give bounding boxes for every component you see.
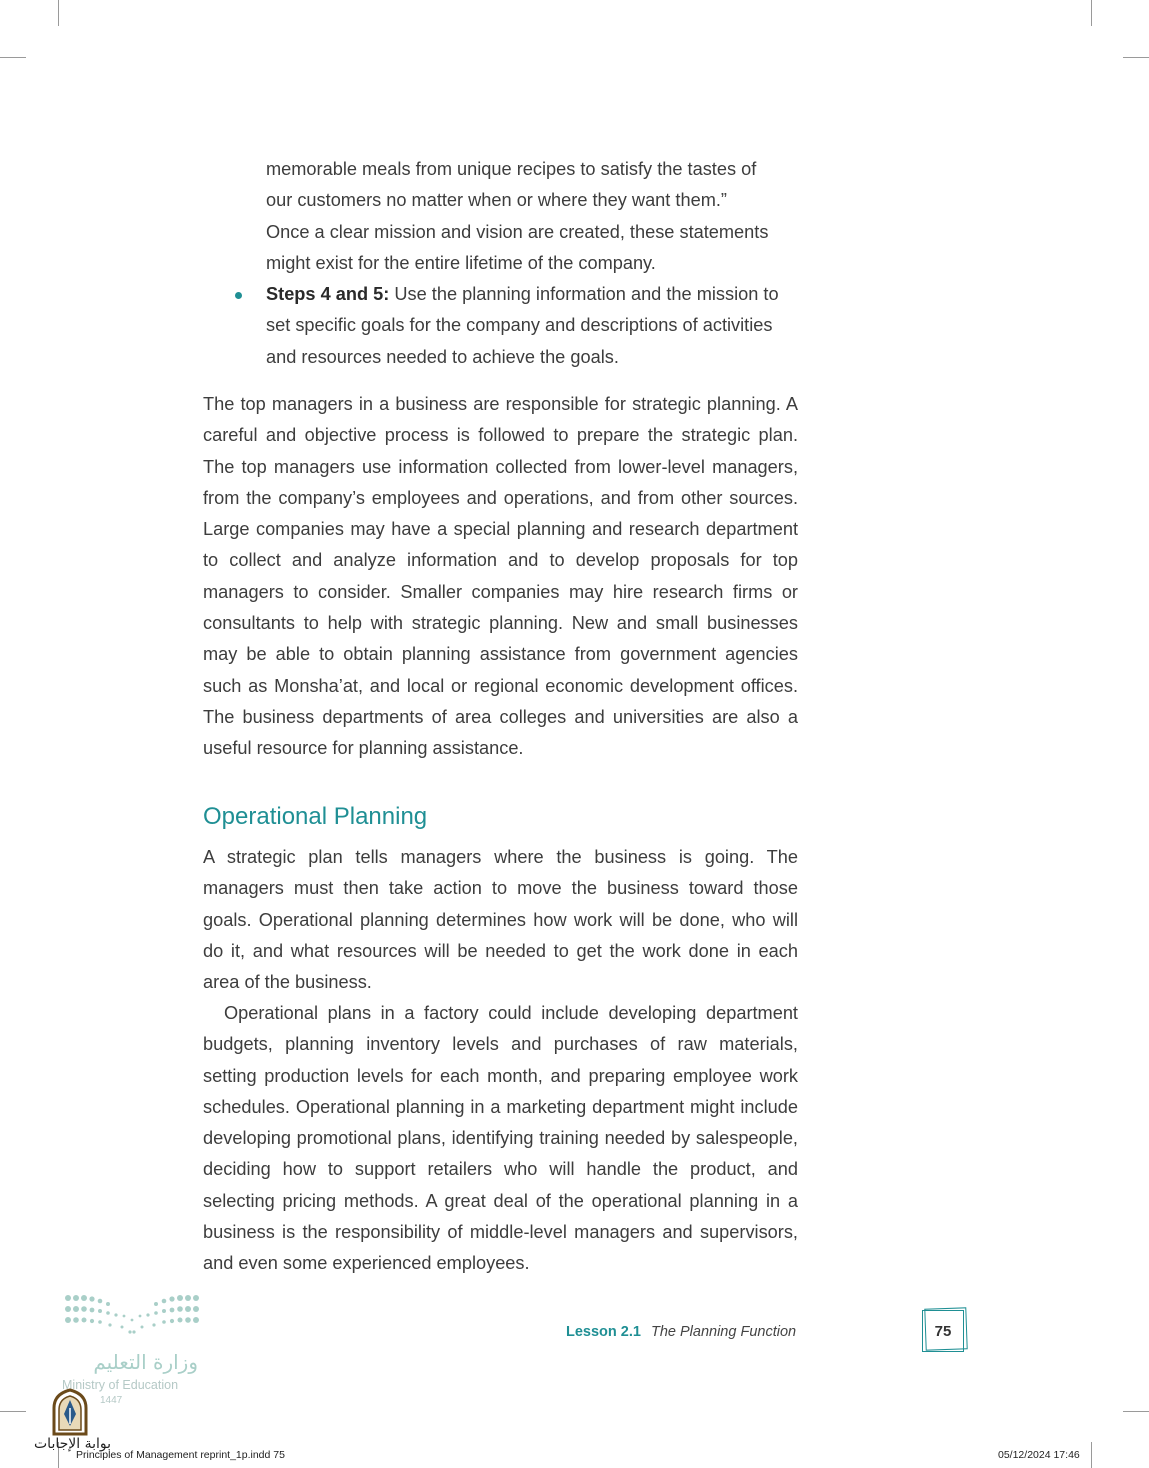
bullet-label: Steps 4 and 5: xyxy=(266,284,390,304)
crop-mark xyxy=(1123,1411,1149,1412)
lesson-title: The Planning Function xyxy=(650,1324,797,1340)
slug-date: 05/12/2024 17:46 xyxy=(998,1449,1080,1461)
ministry-year: 1447 xyxy=(100,1395,123,1406)
bullet-continuation xyxy=(266,154,796,279)
strategic-planning-paragraph: The top managers in a business are responsible for strategic planning. A careful and objective process is followed to prepare the strategic plan. The top managers use information collected from lower-level managers, from the company’s employees and operations, and from other sources. Large companies may have a special planning and research department to collect and analyze information and to develop proposals for top managers to consider. Smaller companies may hire research firms or consultants to help with strategic planning. New and small businesses may be able to obtain planning assistance from government agencies such as Monsha’at, and local or regional economic development offices. The business departments of area colleges and universities are also a useful resource for planning assistance. xyxy=(203,394,798,759)
crop-mark xyxy=(58,0,59,26)
text-line: memorable meals from unique recipes to satisfy the tastes of xyxy=(266,159,757,179)
crop-mark xyxy=(0,57,26,58)
section-heading: Operational Planning xyxy=(203,803,428,830)
operational-paragraph-2: Operational plans in a factory could include developing department budgets, planning inventory levels and purchases of raw materials, setting production levels for each month, and preparing employee work schedules. Operational planning in a marketing department might include developing promotional plans, identifying training needed by salespeople, deciding how to support retailers who will handle the product, and selecting pricing methods. A great deal of the operational planning in a business is the responsibility of middle-level managers and supervisors, and even some experienced employees. xyxy=(203,1003,798,1274)
text-line: might exist for the entire lifetime of the company. xyxy=(266,252,656,273)
text-line: our customers no matter when or where they want them.” xyxy=(266,190,727,211)
ministry-logo-icon xyxy=(64,1292,200,1336)
crop-mark xyxy=(1123,57,1149,58)
text-line: Once a clear mission and vision are created, these statements xyxy=(266,221,769,242)
watermark-text: بوابة الإجابات xyxy=(34,1436,112,1452)
crop-mark xyxy=(1091,0,1092,26)
ministry-name-arabic: وزارة التعليم xyxy=(93,1350,198,1374)
pen-logo-icon xyxy=(46,1388,94,1436)
lesson-number: Lesson 2.1 xyxy=(566,1324,641,1340)
bullet-text: Use the planning information and the mission to set specific goals for the company and descriptions of activities and resources needed to achieve the goals. xyxy=(266,284,779,367)
ministry-name-english: Ministry of Education xyxy=(62,1378,179,1392)
page-number: 75 xyxy=(922,1310,964,1352)
crop-mark xyxy=(1091,1442,1092,1468)
slug-file: Principles of Management reprint_1p.indd 75 xyxy=(76,1449,285,1461)
bullet-steps-4-5 xyxy=(266,279,796,373)
operational-paragraph-1: A strategic plan tells managers where the business is going. The managers must then take action to move the business toward those goals. Operational planning determines how work will be done, who will do it, and what resources will be needed to get the work done in each area of the business. xyxy=(203,847,798,993)
crop-mark xyxy=(0,1411,26,1412)
bullet-icon xyxy=(235,292,242,299)
running-footer xyxy=(566,1324,796,1340)
